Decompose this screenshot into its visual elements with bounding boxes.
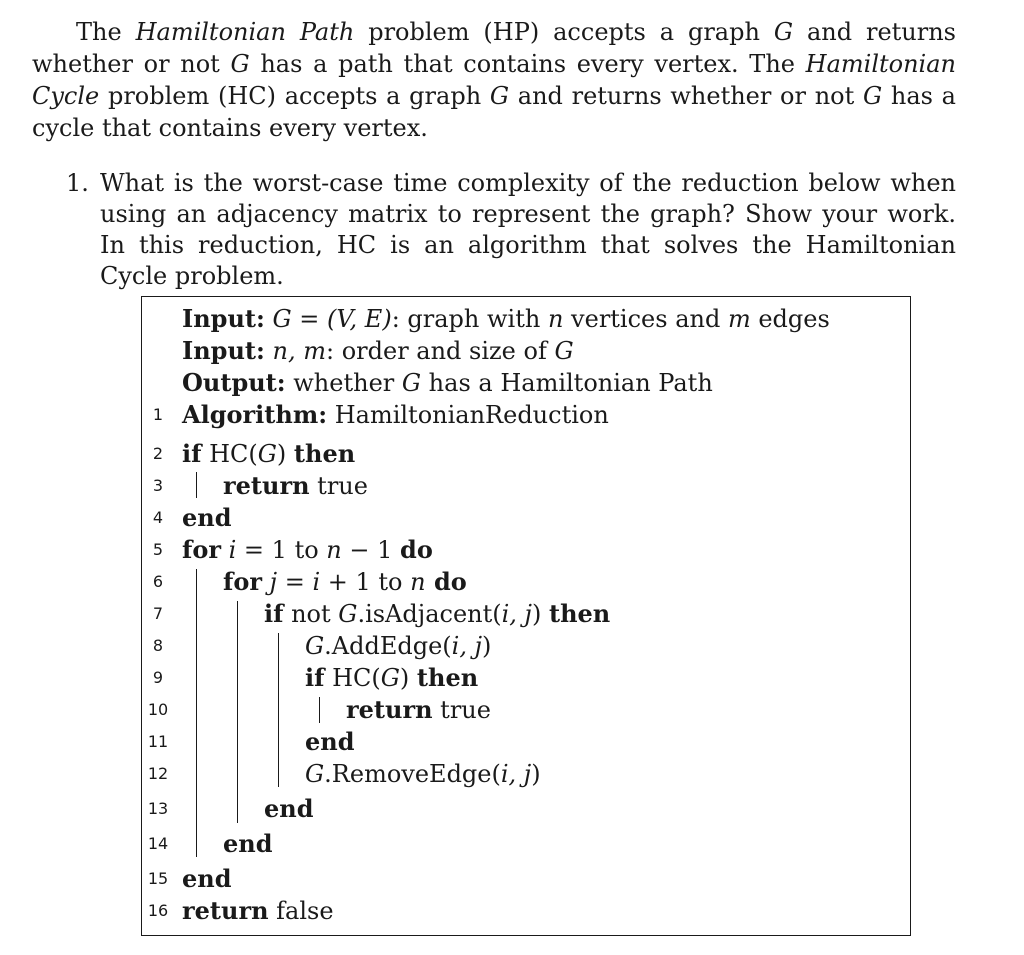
code-text: = xyxy=(277,568,313,596)
block-bar xyxy=(196,569,197,857)
output-label: Output: xyxy=(182,368,286,397)
line-number: 7 xyxy=(152,604,164,623)
var-g: G xyxy=(773,18,794,46)
input-nm-math: n, m xyxy=(272,337,326,365)
keyword: end xyxy=(182,503,232,532)
var-j: j xyxy=(261,568,278,596)
line-number: 12 xyxy=(147,764,169,783)
code-text: false xyxy=(268,897,334,925)
keyword: if xyxy=(305,663,325,692)
code-text: + 1 to xyxy=(320,568,411,596)
intro-text-7: has a cycle that contains every vertex. xyxy=(32,82,956,142)
var-ij: i, j xyxy=(501,600,532,628)
line-number: 1 xyxy=(152,405,164,424)
keyword: return xyxy=(223,471,310,500)
output-text: whether xyxy=(293,369,402,397)
question-number: 1. xyxy=(66,169,89,197)
input-text: vertices and xyxy=(563,305,728,333)
var-m: m xyxy=(727,305,751,333)
input-text: : graph with xyxy=(391,305,548,333)
algorithm-box xyxy=(141,296,911,936)
var-g: G xyxy=(401,369,422,397)
intro-text-5: problem (HC) accepts a graph xyxy=(99,82,490,110)
code-text: .isAdjacent( xyxy=(357,600,502,628)
code-text: true xyxy=(432,696,491,724)
keyword: end xyxy=(305,727,355,756)
var-ij: i, j xyxy=(451,632,483,660)
intro-text-2: problem (HP) accepts a graph xyxy=(354,18,774,46)
var-g: G xyxy=(257,440,277,468)
line-number: 15 xyxy=(147,869,169,888)
var-i: i xyxy=(312,568,321,596)
line-number: 6 xyxy=(152,572,164,591)
code-text: ) xyxy=(531,760,541,788)
line-number: 2 xyxy=(152,444,164,463)
keyword: then xyxy=(549,599,611,628)
var-g: G xyxy=(305,760,325,788)
var-g: G xyxy=(338,600,358,628)
var-n: n xyxy=(547,305,564,333)
line-number: 8 xyxy=(152,636,164,655)
var-g: G xyxy=(489,82,510,110)
var-n: n xyxy=(326,536,342,564)
var-g: G xyxy=(380,664,400,692)
line-number: 3 xyxy=(152,476,164,495)
var-g: G xyxy=(305,632,325,660)
code-text: .RemoveEdge( xyxy=(324,760,501,788)
keyword: end xyxy=(182,864,232,893)
question-1 xyxy=(66,168,956,292)
var-i: i xyxy=(220,536,237,564)
block-bar xyxy=(196,472,197,498)
term-hamiltonian-cycle: Hamiltonian Cycle xyxy=(32,50,956,110)
keyword: if xyxy=(182,439,202,468)
line-number: 13 xyxy=(147,799,169,818)
line-number: 5 xyxy=(152,540,164,559)
input-text: edges xyxy=(750,305,830,333)
line-number: 9 xyxy=(152,668,164,687)
block-bar xyxy=(278,633,279,787)
line-number: 10 xyxy=(147,700,169,719)
keyword: end xyxy=(223,829,273,858)
keyword: then xyxy=(416,663,479,692)
var-g: G xyxy=(554,337,574,365)
keyword: for xyxy=(182,535,221,564)
code-text: − 1 xyxy=(341,536,401,564)
code-text: ) xyxy=(276,440,294,468)
var-g: G xyxy=(230,50,250,78)
line-number: 11 xyxy=(147,732,169,751)
keyword: do xyxy=(425,567,467,596)
code-text: HC( xyxy=(324,664,381,692)
input-label: Input: xyxy=(182,304,265,333)
keyword: return xyxy=(182,896,269,925)
input-graph-math: G = (V, E) xyxy=(272,305,392,333)
intro-text-6: and returns whether or not xyxy=(509,82,863,110)
algo-name: HamiltonianReduction xyxy=(327,401,609,429)
keyword: then xyxy=(293,439,356,468)
var-n: n xyxy=(410,568,426,596)
keyword: Algorithm: xyxy=(182,400,328,429)
code-text: ) xyxy=(399,664,417,692)
question-text: What is the worst-case time complexity of the reduction below when using an adjacency matrix to represent the graph? Show your work. In this reduction, HC is an algorithm that solves the Hamiltonian Cycle problem. xyxy=(100,169,956,290)
code-text: true xyxy=(309,472,368,500)
block-bar xyxy=(237,601,238,823)
line-number: 14 xyxy=(147,834,169,853)
keyword: if xyxy=(264,599,284,628)
intro-paragraph xyxy=(32,16,956,144)
intro-text-4: has a path that contains every vertex. The xyxy=(249,50,806,78)
var-g: G xyxy=(862,82,883,110)
code-text: ) xyxy=(482,632,492,660)
input-label: Input: xyxy=(182,336,265,365)
code-text: ) xyxy=(532,600,549,628)
keyword: do xyxy=(400,535,433,564)
term-hamiltonian-path: Hamiltonian Path xyxy=(135,18,355,46)
block-bar xyxy=(319,697,320,723)
line-number: 16 xyxy=(147,901,169,920)
code-text: HC( xyxy=(201,440,258,468)
keyword: for xyxy=(223,567,262,596)
code-text: = 1 to xyxy=(236,536,327,564)
input-text: : order and size of xyxy=(325,337,555,365)
keyword: end xyxy=(264,794,314,823)
line-number: 4 xyxy=(152,508,164,527)
var-ij: i, j xyxy=(500,760,532,788)
intro-text-1: The xyxy=(76,18,136,46)
intro-text-3: and returns whether or not xyxy=(32,18,957,78)
keyword: return xyxy=(346,695,433,724)
code-text: not xyxy=(283,600,339,628)
code-text: .AddEdge( xyxy=(324,632,452,660)
output-text: has a Hamiltonian Path xyxy=(421,369,713,397)
